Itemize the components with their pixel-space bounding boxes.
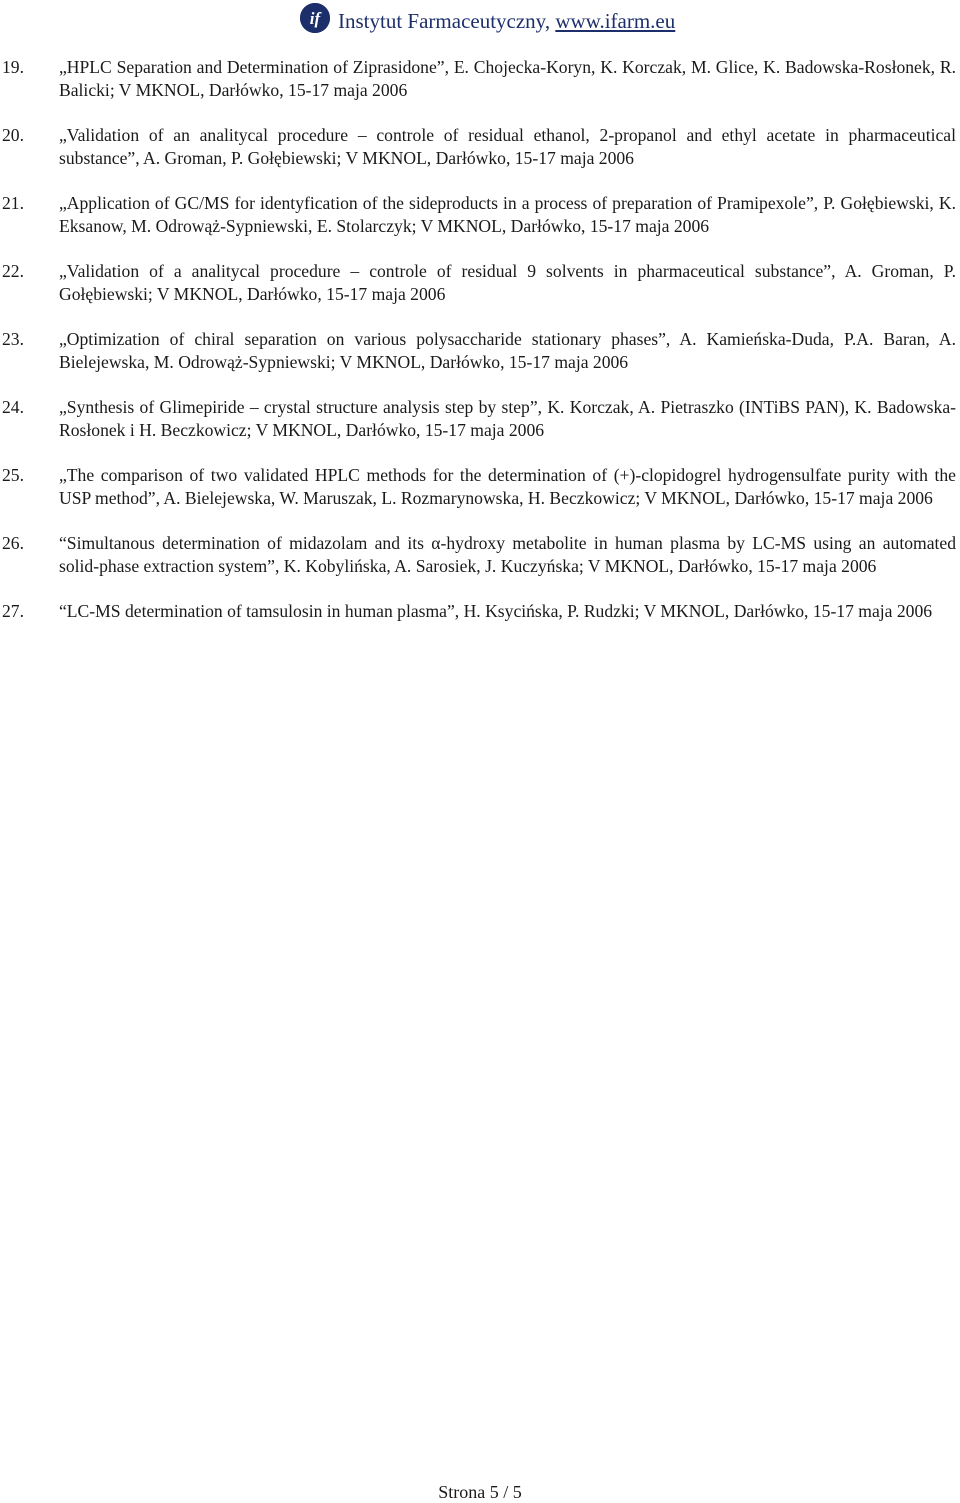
entry-text: „Validation of an analitycal procedure – controle of residual ethanol, 2-propanol and ethyl acetate in pharmaceutical substance”, A. Groman, P. Gołębiewski; V MKNOL, Darłówko, 15-17 maja 2006 bbox=[59, 125, 956, 169]
list-item bbox=[0, 124, 958, 170]
entry-number: 19. bbox=[2, 57, 24, 77]
page-header bbox=[300, 4, 675, 38]
list-item bbox=[0, 56, 958, 102]
entry-number: 26. bbox=[2, 533, 24, 553]
entry-number: 25. bbox=[2, 465, 24, 485]
header-title bbox=[338, 9, 675, 34]
institute-name: Instytut Farmaceutyczny, bbox=[338, 8, 556, 33]
entry-number: 24. bbox=[2, 397, 24, 417]
entry-text: „Optimization of chiral separation on various polysaccharide stationary phases”, A. Kamieńska-Duda, P.A. Baran, A. Bielejewska, M. Odrowąż-Sypniewski; V MKNOL, Darłówko, 15-17 maja 2006 bbox=[59, 329, 956, 373]
website-link[interactable]: www.ifarm.eu bbox=[555, 8, 676, 33]
logo-graphic bbox=[300, 3, 330, 33]
entry-number: 21. bbox=[2, 193, 24, 213]
list-item bbox=[0, 192, 958, 238]
entry-text: „HPLC Separation and Determination of Ziprasidone”, E. Chojecka-Koryn, K. Korczak, M. Glice, K. Badowska-Rosłonek, R. Balicki; V MKNOL, Darłówko, 15-17 maja 2006 bbox=[59, 57, 956, 101]
entry-number: 20. bbox=[2, 125, 24, 145]
entry-text: “Simultanous determination of midazolam and its α-hydroxy metabolite in human plasma by LC-MS using an automated solid-phase extraction system”, K. Kobylińska, A. Sarosiek, J. Kuczyńska; V MKNOL, Darłówko, 15-17 maja 2006 bbox=[59, 533, 956, 577]
ifarm-logo-icon bbox=[300, 3, 330, 33]
logo-text: if bbox=[309, 9, 321, 28]
entry-text: „Validation of a analitycal procedure – controle of residual 9 solvents in pharmaceutical substance”, A. Groman, P. Gołębiewski; V MKNOL, Darłówko, 15-17 maja 2006 bbox=[59, 261, 956, 305]
list-item bbox=[0, 464, 958, 510]
entry-text: „The comparison of two validated HPLC methods for the determination of (+)-clopidogrel hydrogensulfate purity with the USP method”, A. Bielejewska, W. Maruszak, L. Rozmarynowska, H. Beczkowicz; V MKNOL, Darłówko, 15-17 maja 2006 bbox=[59, 465, 956, 509]
entry-number: 22. bbox=[2, 261, 24, 281]
list-item bbox=[0, 396, 958, 442]
entry-text: „Application of GC/MS for identyfication of the sideproducts in a process of preparation of Pramipexole”, P. Gołębiewski, K. Eksanow, M. Odrowąż-Sypniewski, E. Stolarczyk; V MKNOL, Darłówko, 15-17 maja 2006 bbox=[59, 193, 956, 237]
entry-number: 23. bbox=[2, 329, 24, 349]
entry-number: 27. bbox=[2, 601, 24, 621]
list-item bbox=[0, 260, 958, 306]
entry-text: „Synthesis of Glimepiride – crystal structure analysis step by step”, K. Korczak, A. Pietraszko (INTiBS PAN), K. Badowska-Rosłonek i H. Beczkowicz; V MKNOL, Darłówko, 15-17 maja 2006 bbox=[59, 397, 956, 441]
page-number: Strona 5 / 5 bbox=[438, 1482, 522, 1502]
list-item bbox=[0, 600, 958, 623]
list-item bbox=[0, 328, 958, 374]
publication-list bbox=[0, 56, 958, 645]
list-item bbox=[0, 532, 958, 578]
entry-text: “LC-MS determination of tamsulosin in human plasma”, H. Ksycińska, P. Rudzki; V MKNOL, Darłówko, 15-17 maja 2006 bbox=[59, 601, 933, 621]
